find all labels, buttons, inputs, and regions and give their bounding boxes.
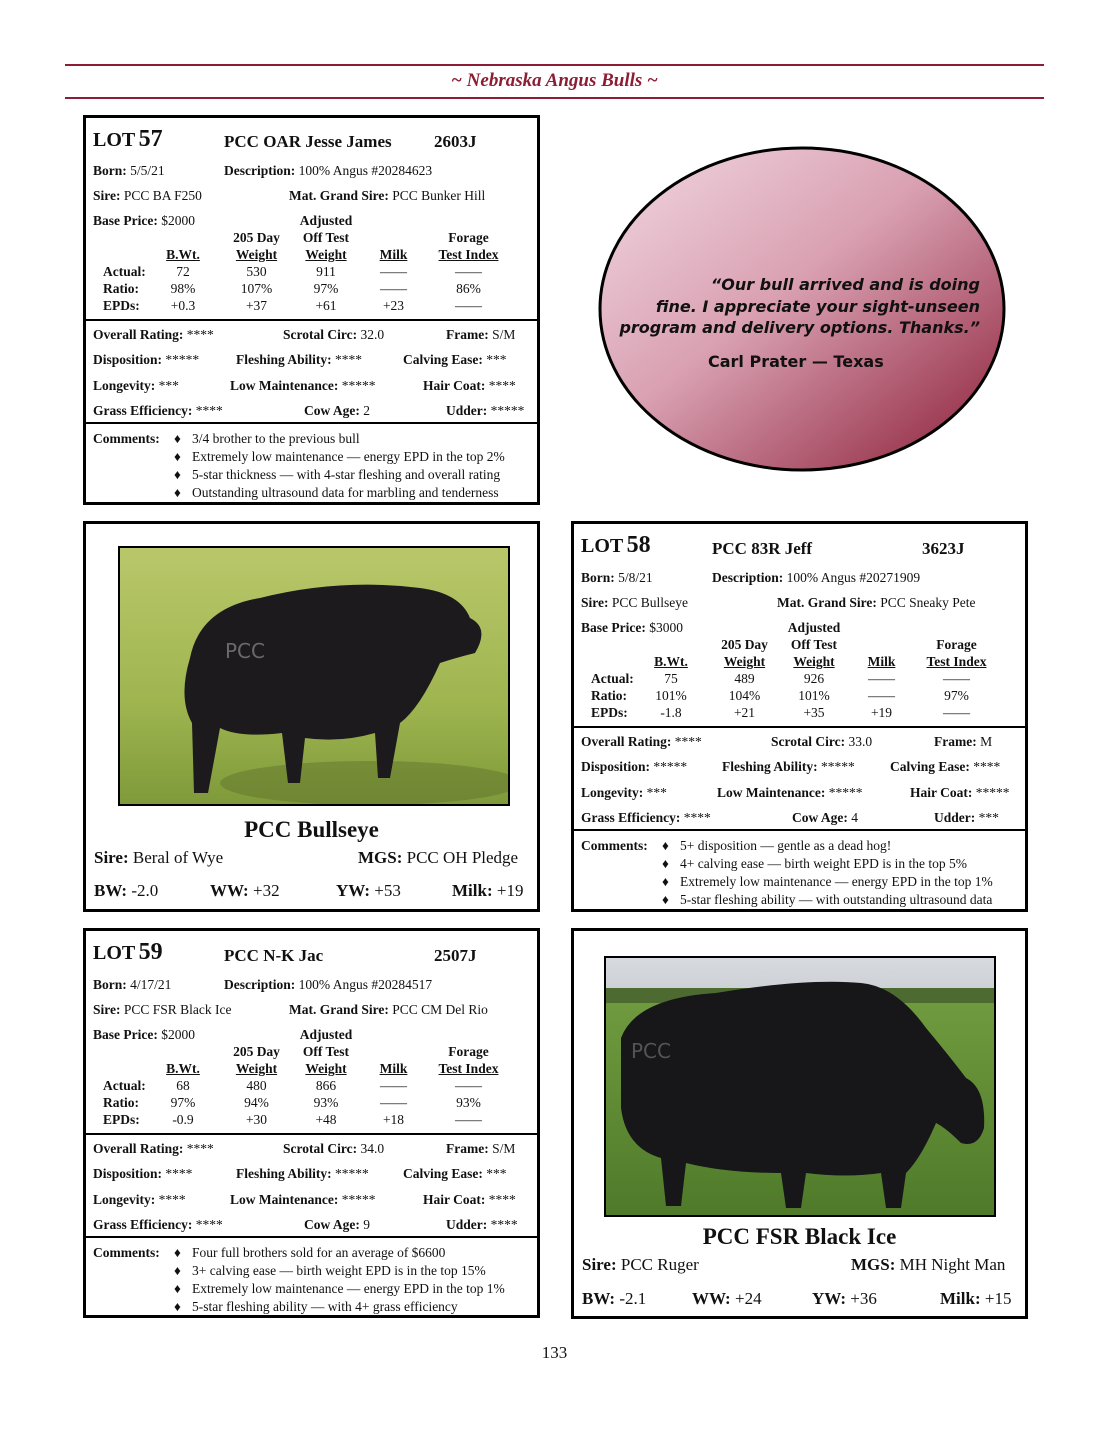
overall-rating-label: Overall Rating: xyxy=(581,734,672,749)
comment-line: 5-star fleshing ability — with outstanding ultrasound data xyxy=(680,892,993,907)
description-label: Description: xyxy=(712,570,784,585)
bull-photo xyxy=(118,546,510,806)
bullet-icon: ♦ xyxy=(662,892,669,907)
bullet-icon: ♦ xyxy=(174,1299,181,1314)
row-actual-label: Actual: xyxy=(591,671,634,686)
scrotal-label: Scrotal Circ: xyxy=(283,327,358,342)
udder-label: Udder: xyxy=(934,810,976,825)
longevity-value: *** xyxy=(646,785,667,800)
born-label: Born: xyxy=(93,163,127,178)
caption-sire-value: PCC Ruger xyxy=(620,1255,699,1274)
scrotal-value: 33.0 xyxy=(848,734,873,749)
calving-value: **** xyxy=(973,759,1001,774)
caption-mgs-value: PCC OH Pledge xyxy=(406,848,519,867)
low-maint-value: ***** xyxy=(828,785,863,800)
photo-card-black-ice xyxy=(571,928,1028,1319)
disposition-label: Disposition: xyxy=(93,352,163,367)
col-forage: Forage xyxy=(936,637,977,652)
disposition-label: Disposition: xyxy=(581,759,651,774)
grass-eff-value: **** xyxy=(195,1217,223,1232)
description-label: Description: xyxy=(224,977,296,992)
comment-line: 3/4 brother to the previous bull xyxy=(192,431,360,446)
comment-line: 3+ calving ease — birth weight EPD is in the top 15% xyxy=(192,1263,486,1278)
born-label: Born: xyxy=(581,570,615,585)
caption-bw-value: -2.0 xyxy=(131,881,159,900)
actual-205: 480 xyxy=(246,1078,267,1093)
bullet-icon: ♦ xyxy=(174,467,181,482)
low-maint-label: Low Maintenance: xyxy=(230,1192,339,1207)
header-rule-bottom xyxy=(65,97,1044,99)
col-weight-2: Weight xyxy=(305,1061,347,1076)
mgs-label: Mat. Grand Sire: xyxy=(777,595,877,610)
bullet-icon: ♦ xyxy=(662,856,669,871)
bull-tag: 2603J xyxy=(434,132,477,151)
lot-label: LOT xyxy=(93,129,136,151)
actual-forage: —— xyxy=(943,671,970,686)
brand-text: PCC xyxy=(631,1039,671,1063)
comment-line: Extremely low maintenance — energy EPD in the top 2% xyxy=(192,449,505,464)
grass-eff-label: Grass Efficiency: xyxy=(93,403,193,418)
lot-number: 59 xyxy=(138,939,163,965)
divider xyxy=(574,829,1025,831)
caption-bw-label: BW: xyxy=(582,1289,616,1308)
epd-205: +30 xyxy=(245,1112,268,1127)
base-price-value: $2000 xyxy=(161,213,195,228)
bullet-icon: ♦ xyxy=(662,874,669,889)
bullet-icon: ♦ xyxy=(662,838,669,853)
bullet-icon: ♦ xyxy=(174,431,181,446)
overall-rating-value: **** xyxy=(674,734,702,749)
row-epds-label: EPDs: xyxy=(103,1112,140,1127)
ratio-milk: —— xyxy=(380,1095,407,1110)
caption-yw-label: YW: xyxy=(336,881,370,900)
col-adjusted: Adjusted xyxy=(299,213,353,228)
col-forage: Forage xyxy=(448,1044,489,1059)
comment-line: 5-star fleshing ability — with 4+ grass efficiency xyxy=(192,1299,458,1314)
divider xyxy=(86,422,537,424)
comments-label: Comments: xyxy=(93,431,160,446)
row-epds-label: EPDs: xyxy=(591,705,628,720)
sire-label: Sire: xyxy=(93,1002,121,1017)
grass-eff-value: **** xyxy=(195,403,223,418)
divider xyxy=(574,726,1025,728)
col-off-test: Off Test xyxy=(302,1044,350,1059)
bull-name: PCC N-K Jac xyxy=(224,946,324,965)
ratio-forage: 97% xyxy=(944,688,969,703)
page-number: 133 xyxy=(541,1343,568,1362)
row-epds-label: EPDs: xyxy=(103,298,140,313)
udder-value: ***** xyxy=(490,403,525,418)
caption-sire-label: Sire: xyxy=(94,848,129,867)
description-value: 100% Angus #20271909 xyxy=(786,570,921,585)
col-205day: 205 Day xyxy=(233,230,280,245)
comment-line: Extremely low maintenance — energy EPD in the top 1% xyxy=(680,874,993,889)
ratio-offtest: 101% xyxy=(798,688,830,703)
epd-bwt: -0.9 xyxy=(172,1112,194,1127)
col-off-test: Off Test xyxy=(302,230,350,245)
frame-label: Frame: xyxy=(934,734,977,749)
divider xyxy=(86,319,537,321)
ratio-205: 94% xyxy=(244,1095,269,1110)
disposition-value: ***** xyxy=(165,352,200,367)
caption-ww-value: +24 xyxy=(734,1289,762,1308)
ratio-205: 104% xyxy=(728,688,761,703)
divider xyxy=(86,1133,537,1135)
frame-value: S/M xyxy=(492,327,516,342)
caption-yw-value: +53 xyxy=(374,881,401,900)
mgs-value: PCC CM Del Rio xyxy=(392,1002,488,1017)
fleshing-label: Fleshing Ability: xyxy=(722,759,818,774)
udder-value: **** xyxy=(490,1217,518,1232)
fleshing-label: Fleshing Ability: xyxy=(236,352,332,367)
lot-card-58 xyxy=(571,521,1028,912)
epd-forage: —— xyxy=(455,298,482,313)
col-weight-2: Weight xyxy=(793,654,835,669)
description-value: 100% Angus #20284517 xyxy=(298,977,433,992)
caption-yw-value: +36 xyxy=(850,1289,877,1308)
actual-205: 530 xyxy=(246,264,267,279)
epd-milk: +19 xyxy=(870,705,893,720)
hair-coat-value: ***** xyxy=(975,785,1010,800)
sire-value: PCC BA F250 xyxy=(123,188,202,203)
calving-label: Calving Ease: xyxy=(403,1166,483,1181)
testimonial-author: Carl Prater — Texas xyxy=(708,352,884,371)
caption-mgs-label: MGS: xyxy=(358,848,403,867)
bull-photo xyxy=(604,956,996,1217)
frame-label: Frame: xyxy=(446,1141,489,1156)
testimonial-line-1: “Our bull arrived and is doing xyxy=(710,275,980,294)
disposition-label: Disposition: xyxy=(93,1166,163,1181)
ratio-205: 107% xyxy=(240,281,273,296)
actual-milk: —— xyxy=(380,1078,407,1093)
hair-coat-label: Hair Coat: xyxy=(910,785,973,800)
bull-tag: 2507J xyxy=(434,946,477,965)
ratio-milk: —— xyxy=(380,281,407,296)
mgs-value: PCC Sneaky Pete xyxy=(880,595,976,610)
actual-milk: —— xyxy=(380,264,407,279)
epd-bwt: +0.3 xyxy=(170,298,196,313)
caption-ww-value: +32 xyxy=(252,881,280,900)
ratio-bwt: 101% xyxy=(655,688,687,703)
hair-coat-value: **** xyxy=(488,378,516,393)
ratio-forage: 93% xyxy=(456,1095,481,1110)
caption-milk-value: +19 xyxy=(496,881,524,900)
grass-eff-label: Grass Efficiency: xyxy=(93,1217,193,1232)
base-price-value: $3000 xyxy=(649,620,683,635)
lot-card-59 xyxy=(83,928,540,1318)
bullet-icon: ♦ xyxy=(174,485,181,500)
bull-name: PCC OAR Jesse James xyxy=(224,132,392,151)
cow-age-label: Cow Age: xyxy=(304,403,360,418)
epd-forage: —— xyxy=(943,705,970,720)
comment-line: 5+ disposition — gentle as a dead hog! xyxy=(680,838,892,853)
caption-sire-label: Sire: xyxy=(582,1255,617,1274)
grass-eff-value: **** xyxy=(683,810,711,825)
lot-number: 58 xyxy=(626,532,651,558)
lot-number: 57 xyxy=(138,126,163,152)
row-ratio-label: Ratio: xyxy=(591,688,627,703)
bull-name: PCC 83R Jeff xyxy=(712,539,813,558)
epd-offtest: +35 xyxy=(803,705,825,720)
base-price-label: Base Price: xyxy=(93,1027,158,1042)
hair-coat-label: Hair Coat: xyxy=(423,378,486,393)
testimonial-oval xyxy=(598,146,1006,472)
base-price-label: Base Price: xyxy=(93,213,158,228)
caption-milk-label: Milk: xyxy=(940,1289,981,1308)
born-label: Born: xyxy=(93,977,127,992)
hair-coat-label: Hair Coat: xyxy=(423,1192,486,1207)
bullet-icon: ♦ xyxy=(174,1245,181,1260)
testimonial-line-2: fine. I appreciate your sight-unseen xyxy=(655,297,980,316)
actual-offtest: 866 xyxy=(315,1078,337,1093)
sire-value: PCC FSR Black Ice xyxy=(123,1002,232,1017)
low-maint-value: ***** xyxy=(341,1192,376,1207)
cow-age-label: Cow Age: xyxy=(304,1217,360,1232)
actual-forage: —— xyxy=(455,264,482,279)
disposition-value: ***** xyxy=(653,759,688,774)
calving-value: *** xyxy=(486,352,507,367)
sire-label: Sire: xyxy=(93,188,121,203)
caption-ww-label: WW: xyxy=(692,1289,731,1308)
udder-label: Udder: xyxy=(446,1217,488,1232)
row-actual-label: Actual: xyxy=(103,1078,146,1093)
ratio-offtest: 97% xyxy=(313,281,339,296)
frame-value: S/M xyxy=(492,1141,516,1156)
ratio-bwt: 98% xyxy=(170,281,196,296)
header-rule-top xyxy=(65,64,1044,66)
caption-mgs-label: MGS: xyxy=(851,1255,896,1274)
longevity-value: *** xyxy=(158,378,179,393)
calving-label: Calving Ease: xyxy=(403,352,483,367)
caption-yw-label: YW: xyxy=(812,1289,846,1308)
epd-offtest: +61 xyxy=(315,298,337,313)
actual-bwt: 68 xyxy=(176,1078,190,1093)
col-bwt: B.Wt. xyxy=(166,247,200,262)
col-forage: Forage xyxy=(448,230,489,245)
actual-bwt: 72 xyxy=(176,264,190,279)
mgs-label: Mat. Grand Sire: xyxy=(289,1002,389,1017)
bullet-icon: ♦ xyxy=(174,449,181,464)
col-bwt: B.Wt. xyxy=(166,1061,200,1076)
caption-ww-label: WW: xyxy=(210,881,249,900)
longevity-label: Longevity: xyxy=(93,378,156,393)
col-test-index: Test Index xyxy=(926,654,987,669)
caption-sire-value: Beral of Wye xyxy=(132,848,224,867)
ratio-bwt: 97% xyxy=(170,1095,196,1110)
brand-text: PCC xyxy=(225,639,265,663)
longevity-label: Longevity: xyxy=(581,785,644,800)
sire-value: PCC Bullseye xyxy=(611,595,689,610)
caption-bw-label: BW: xyxy=(94,881,128,900)
disposition-value: **** xyxy=(165,1166,193,1181)
col-weight-2: Weight xyxy=(305,247,347,262)
col-weight: Weight xyxy=(723,654,766,669)
longevity-value: **** xyxy=(158,1192,186,1207)
bullet-icon: ♦ xyxy=(174,1281,181,1296)
row-ratio-label: Ratio: xyxy=(103,1095,139,1110)
lot-label: LOT xyxy=(93,942,136,964)
scrotal-value: 32.0 xyxy=(360,327,385,342)
cow-age-label: Cow Age: xyxy=(792,810,848,825)
caption-bw-value: -2.1 xyxy=(619,1289,647,1308)
actual-205: 489 xyxy=(734,671,755,686)
udder-value: *** xyxy=(978,810,999,825)
actual-bwt: 75 xyxy=(664,671,678,686)
epd-milk: +18 xyxy=(382,1112,405,1127)
lot-label: LOT xyxy=(581,535,624,557)
scrotal-label: Scrotal Circ: xyxy=(771,734,846,749)
epd-forage: —— xyxy=(455,1112,482,1127)
photo-card-bullseye xyxy=(83,521,540,912)
col-weight: Weight xyxy=(235,247,278,262)
cow-age-value: 9 xyxy=(363,1217,370,1232)
comment-line: 4+ calving ease — birth weight EPD is in the top 5% xyxy=(680,856,967,871)
mgs-label: Mat. Grand Sire: xyxy=(289,188,389,203)
col-adjusted: Adjusted xyxy=(787,620,841,635)
col-milk: Milk xyxy=(867,654,896,669)
fleshing-value: ***** xyxy=(335,1166,369,1181)
bull-tag: 3623J xyxy=(922,539,965,558)
description-label: Description: xyxy=(224,163,296,178)
col-milk: Milk xyxy=(379,1061,408,1076)
epd-205: +37 xyxy=(245,298,268,313)
col-205day: 205 Day xyxy=(233,1044,280,1059)
epd-milk: +23 xyxy=(382,298,405,313)
actual-offtest: 926 xyxy=(803,671,825,686)
scrotal-label: Scrotal Circ: xyxy=(283,1141,358,1156)
ratio-offtest: 93% xyxy=(313,1095,339,1110)
testimonial-line-3: program and delivery options. Thanks.” xyxy=(619,318,980,337)
comment-line: Extremely low maintenance — energy EPD in the top 1% xyxy=(192,1281,505,1296)
col-test-index: Test Index xyxy=(438,1061,499,1076)
page-header-title: ~ Nebraska Angus Bulls ~ xyxy=(451,70,658,91)
base-price-value: $2000 xyxy=(161,1027,195,1042)
fleshing-label: Fleshing Ability: xyxy=(236,1166,332,1181)
frame-label: Frame: xyxy=(446,327,489,342)
grass-eff-label: Grass Efficiency: xyxy=(581,810,681,825)
col-weight: Weight xyxy=(235,1061,278,1076)
sire-label: Sire: xyxy=(581,595,609,610)
frame-value: M xyxy=(980,734,993,749)
photo-bull-name: PCC FSR Black Ice xyxy=(702,1224,897,1249)
low-maint-value: ***** xyxy=(341,378,376,393)
row-actual-label: Actual: xyxy=(103,264,146,279)
scrotal-value: 34.0 xyxy=(360,1141,385,1156)
comment-line: Four full brothers sold for an average of $6600 xyxy=(192,1245,446,1260)
calving-label: Calving Ease: xyxy=(890,759,970,774)
actual-offtest: 911 xyxy=(316,264,336,279)
ratio-milk: —— xyxy=(868,688,895,703)
col-205day: 205 Day xyxy=(721,637,768,652)
col-off-test: Off Test xyxy=(790,637,838,652)
epd-bwt: -1.8 xyxy=(660,705,682,720)
udder-label: Udder: xyxy=(446,403,488,418)
fleshing-value: ***** xyxy=(821,759,855,774)
hair-coat-value: **** xyxy=(488,1192,516,1207)
fleshing-value: **** xyxy=(335,352,363,367)
col-adjusted: Adjusted xyxy=(299,1027,353,1042)
overall-rating-label: Overall Rating: xyxy=(93,327,184,342)
description-value: 100% Angus #20284623 xyxy=(298,163,433,178)
born-value: 5/5/21 xyxy=(130,163,165,178)
low-maint-label: Low Maintenance: xyxy=(717,785,826,800)
mgs-value: PCC Bunker Hill xyxy=(392,188,486,203)
low-maint-label: Low Maintenance: xyxy=(230,378,339,393)
caption-milk-value: +15 xyxy=(984,1289,1012,1308)
bullet-icon: ♦ xyxy=(174,1263,181,1278)
cow-age-value: 4 xyxy=(851,810,858,825)
actual-forage: —— xyxy=(455,1078,482,1093)
col-milk: Milk xyxy=(379,247,408,262)
epd-205: +21 xyxy=(733,705,756,720)
calving-value: *** xyxy=(486,1166,507,1181)
comments-label: Comments: xyxy=(581,838,648,853)
base-price-label: Base Price: xyxy=(581,620,646,635)
caption-mgs-value: MH Night Man xyxy=(899,1255,1006,1274)
caption-milk-label: Milk: xyxy=(452,881,493,900)
overall-rating-value: **** xyxy=(186,327,214,342)
epd-offtest: +48 xyxy=(315,1112,337,1127)
col-bwt: B.Wt. xyxy=(654,654,688,669)
born-value: 4/17/21 xyxy=(130,977,172,992)
row-ratio-label: Ratio: xyxy=(103,281,139,296)
lot-card-57 xyxy=(83,115,540,505)
photo-bull-name: PCC Bullseye xyxy=(244,817,379,842)
comments-label: Comments: xyxy=(93,1245,160,1260)
cow-age-value: 2 xyxy=(363,403,370,418)
ratio-forage: 86% xyxy=(456,281,481,296)
comment-line: Outstanding ultrasound data for marbling and tenderness xyxy=(192,485,499,500)
divider xyxy=(86,1236,537,1238)
born-value: 5/8/21 xyxy=(618,570,653,585)
comment-line: 5-star thickness — with 4-star fleshing and overall rating xyxy=(192,467,501,482)
overall-rating-label: Overall Rating: xyxy=(93,1141,184,1156)
overall-rating-value: **** xyxy=(186,1141,214,1156)
longevity-label: Longevity: xyxy=(93,1192,156,1207)
col-test-index: Test Index xyxy=(438,247,499,262)
actual-milk: —— xyxy=(868,671,895,686)
